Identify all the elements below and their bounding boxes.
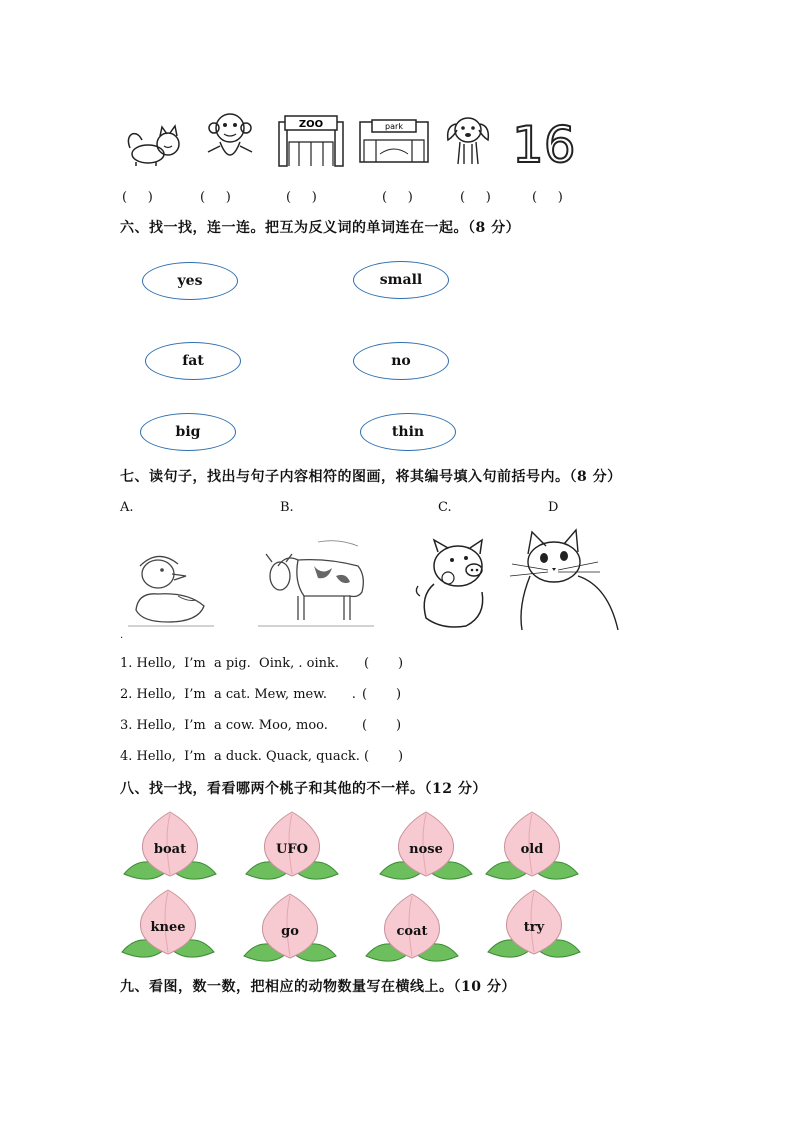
sentence-item xyxy=(120,718,328,733)
peach-word: old xyxy=(520,842,544,857)
peach-item[interactable] xyxy=(378,808,474,886)
peach-word: knee xyxy=(150,920,186,935)
answer-bracket[interactable]: ( ) xyxy=(200,190,231,205)
answer-bracket[interactable]: ( ) xyxy=(532,190,563,205)
monkey-icon xyxy=(200,110,260,168)
word-oval-right[interactable]: thin xyxy=(360,413,456,451)
sentence-bracket[interactable]: ( ) xyxy=(362,718,402,733)
answer-bracket[interactable]: ( ) xyxy=(286,190,317,205)
answer-bracket[interactable]: ( ) xyxy=(382,190,413,205)
peach-item[interactable] xyxy=(486,886,582,964)
cow-icon xyxy=(258,536,374,630)
peach-word: boat xyxy=(153,842,187,857)
word-oval-left[interactable]: yes xyxy=(142,262,238,300)
pig-icon xyxy=(412,536,498,632)
peach-word: go xyxy=(281,924,299,939)
peach-word: coat xyxy=(396,924,428,939)
option-letter: D xyxy=(548,500,559,515)
dog-icon xyxy=(440,112,496,166)
duck-icon xyxy=(128,544,214,628)
peach-item[interactable] xyxy=(122,808,218,886)
svg-text:park: park xyxy=(385,122,403,131)
stray-dot: . xyxy=(120,630,124,641)
sentence-item xyxy=(120,656,339,671)
peach-item[interactable] xyxy=(244,808,340,886)
peach-word: nose xyxy=(409,842,443,857)
section-heading-8: 八、找一找，看看哪两个桃子和其他的不一样。（12 分） xyxy=(120,781,487,797)
peach-item[interactable] xyxy=(242,890,338,968)
sentence-text: 4. Hello, I’m a duck. Quack, quack. xyxy=(120,749,360,764)
section-heading-7: 七、读句子，找出与句子内容相符的图画，将其编号填入句前括号内。（8 分） xyxy=(120,469,622,485)
park-gate-icon xyxy=(358,116,430,164)
sentence-bracket[interactable]: ( ) xyxy=(364,749,404,764)
answer-bracket[interactable]: ( ) xyxy=(460,190,491,205)
word-oval-left[interactable]: big xyxy=(140,413,236,451)
peach-word: UFO xyxy=(276,842,308,857)
word-oval-right[interactable]: no xyxy=(353,342,449,380)
sentence-bracket[interactable]: ( ) xyxy=(364,656,404,671)
zoo-gate-icon xyxy=(275,112,347,166)
svg-text:16: 16 xyxy=(512,116,576,174)
sentence-item xyxy=(120,687,356,702)
peach-word: try xyxy=(523,920,545,935)
peach-item[interactable] xyxy=(484,808,580,886)
svg-text:ZOO: ZOO xyxy=(298,119,324,130)
sentence-text: 3. Hello, I’m a cow. Moo, moo. xyxy=(120,718,328,733)
cat-icon xyxy=(120,118,188,168)
sentence-text: 1. Hello, I’m a pig. Oink, . oink. xyxy=(120,656,340,671)
peach-item[interactable] xyxy=(364,890,460,968)
section-heading-9: 九、看图，数一数，把相应的动物数量写在横线上。（10 分） xyxy=(120,979,516,995)
option-letter: A. xyxy=(120,500,134,515)
sentence-bracket[interactable]: ( ) xyxy=(362,687,402,702)
word-oval-right[interactable]: small xyxy=(353,261,449,299)
sentence-text: 2. Hello, I’m a cat. Mew, mew. . xyxy=(120,687,356,702)
option-letter: B. xyxy=(280,500,294,515)
peach-item[interactable] xyxy=(120,886,216,964)
number-picture xyxy=(508,116,576,174)
option-letter: C. xyxy=(438,500,452,515)
answer-bracket[interactable]: ( ) xyxy=(122,190,153,205)
sentence-item xyxy=(120,749,360,764)
section-heading-6: 六、找一找，连一连。把互为反义词的单词连在一起。（8 分） xyxy=(120,220,521,236)
cat-icon xyxy=(508,526,620,632)
word-oval-left[interactable]: fat xyxy=(145,342,241,380)
